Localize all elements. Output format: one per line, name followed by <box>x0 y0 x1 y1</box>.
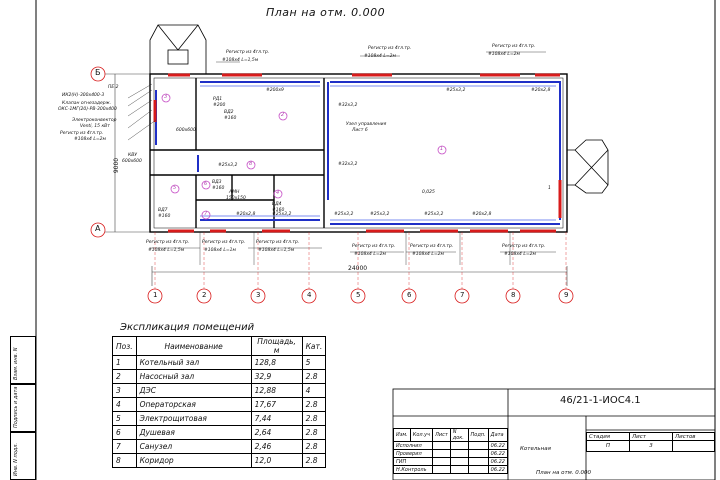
cell: 7,44 <box>251 412 302 426</box>
pipe-20: #20х2,8 <box>472 212 492 217</box>
col-area: Площадь, м <box>251 337 302 356</box>
stamp-rows <box>393 428 508 474</box>
stage-cell: Лист <box>630 433 673 441</box>
top-radiator-spec: #108х4 L=2м <box>364 54 396 59</box>
stage-header-row <box>587 433 715 441</box>
cell: Электрощитовая <box>136 412 251 426</box>
dimension-total: 24000 <box>348 265 368 272</box>
dimension-height: 9000 <box>113 157 121 174</box>
pipe-20: #20х2,8 <box>236 212 256 217</box>
control-unit-sheet: Лист 6 <box>352 128 368 133</box>
stage-cell: 3 <box>630 441 673 452</box>
note-pe: ПЕ 2 <box>108 85 119 90</box>
vd2-diameter: #160 <box>224 116 237 121</box>
grille-size: 600х600 <box>176 128 196 133</box>
object-name: Котельная <box>520 446 551 452</box>
vd2-label: ВД2 <box>224 110 234 115</box>
cell: 4 <box>302 384 326 398</box>
stage-value-row <box>587 441 715 452</box>
note-ik: ИК2(Н)-300х400-3 <box>62 93 105 98</box>
stamp-cell: 06.22 <box>488 442 507 450</box>
vd7-label: ВД7 <box>158 208 168 213</box>
stage-cell <box>673 441 715 452</box>
col-name: Наименование <box>136 337 251 356</box>
cell: 2.8 <box>302 398 326 412</box>
top-radiator-spec: #108х4 L=1,5м <box>222 58 259 63</box>
stamp-cell: Подп. <box>468 429 488 442</box>
top-radiator-spec: #108х4 L=2м <box>488 52 520 57</box>
stamp-cell: Проверил <box>394 450 433 458</box>
pipe-25: #25х3,2 <box>334 212 354 217</box>
cell: Санузел <box>136 440 251 454</box>
room-number: 2 <box>281 112 285 118</box>
cell: 128,8 <box>251 356 302 370</box>
stage-cell: П <box>587 441 630 452</box>
pipe-20: #20х2,8 <box>531 88 551 93</box>
pipe-25: #25х3,2 <box>218 163 238 168</box>
cell: 2,64 <box>251 426 302 440</box>
room-number: 8 <box>249 161 253 167</box>
cell: 2.8 <box>302 426 326 440</box>
bottom-radiator-note: Регистр из 4гл.тр. <box>146 240 190 245</box>
stamp-cell: 06.22 <box>488 450 507 458</box>
note-reg-left: Регистр из 4гл.тр. <box>60 131 104 136</box>
pipe-200: #200х9 <box>266 88 284 93</box>
cell: 6 <box>113 426 137 440</box>
table-row <box>113 454 326 468</box>
rd1-diameter: #200 <box>213 103 226 108</box>
cell: 5 <box>302 356 326 370</box>
cell: 17,67 <box>251 398 302 412</box>
pipe-25: #25х3,2 <box>424 212 444 217</box>
vd7-diameter: #160 <box>158 214 171 219</box>
bottom-radiator-note: Регистр из 4гл.тр. <box>502 244 546 249</box>
cell: 2,46 <box>251 440 302 454</box>
cell: Насосный зал <box>136 370 251 384</box>
cell: Коридор <box>136 454 251 468</box>
cell: Душевая <box>136 426 251 440</box>
note-valve: Клапан огнезадерж. <box>62 101 112 106</box>
pipe-32: #32х3,2 <box>338 103 358 108</box>
pipe-32: #32х3,2 <box>338 162 358 167</box>
bottom-radiator-spec: #108х4 L=1,5м <box>148 248 185 253</box>
stamp-cell: 06.22 <box>488 466 507 474</box>
stamp-cell: Кол.уч <box>410 429 432 442</box>
bottom-radiator-spec: #108х4 L=1м <box>204 248 236 253</box>
bottom-radiator-note: Регистр из 4гл.тр. <box>256 240 300 245</box>
note-fan-spec: Venti, 15 кВт <box>80 124 110 129</box>
plan-title: План на отм. 0.000 <box>266 6 386 19</box>
stamp-cell: N док. <box>450 429 468 442</box>
bottom-radiator-spec: #108х4 L=2м <box>354 252 386 257</box>
stamp-row <box>394 458 508 466</box>
room-number: 5 <box>173 185 177 191</box>
stamp-header-row <box>394 429 508 442</box>
table-header-row <box>113 337 326 356</box>
vd4-label: ВД4 <box>272 202 282 207</box>
side-label: Подпись и дата <box>13 386 19 428</box>
cell: 12,0 <box>251 454 302 468</box>
vd3-diameter: #160 <box>212 186 225 191</box>
room-number: 7 <box>204 211 208 217</box>
axis-number-3: 3 <box>256 291 261 299</box>
explication-table <box>112 336 326 468</box>
stamp-cell: Исполнил <box>394 442 433 450</box>
cell: 2.8 <box>302 370 326 384</box>
axis-number-9: 9 <box>564 291 569 299</box>
table-row <box>113 384 326 398</box>
bottom-radiator-note: Регистр из 4гл.тр. <box>202 240 246 245</box>
cell: Котельный зал <box>136 356 251 370</box>
col-cat: Кат. <box>302 337 326 356</box>
note-valve-spec: ОКС-1МГ(20)-РВ-300х400 <box>58 107 117 112</box>
stamp-row <box>394 466 508 474</box>
axis-letter-b: Б <box>95 68 101 77</box>
stamp-row <box>394 442 508 450</box>
axis-number-1: 1 <box>153 291 158 299</box>
table-row <box>113 426 326 440</box>
stamp-cell: Дата <box>488 429 507 442</box>
cell: 5 <box>113 412 137 426</box>
stage-cell: Стадия <box>587 433 630 441</box>
axis-number-8: 8 <box>511 291 516 299</box>
cell: 32,9 <box>251 370 302 384</box>
note-reg-left-spec: #108х4 L=2м <box>74 137 106 142</box>
amn-label: АМН <box>229 190 240 195</box>
bottom-radiator-note: Регистр из 4гл.тр. <box>410 244 454 249</box>
control-unit-label: Узел управления <box>346 122 387 127</box>
cell: 2.8 <box>302 454 326 468</box>
bottom-radiator-spec: #108х4 L=2м <box>412 252 444 257</box>
bottom-radiator-spec: #108х4 L=2м <box>504 252 536 257</box>
table-row <box>113 356 326 370</box>
top-radiator-note: Регистр из 4гл.тр. <box>492 44 536 49</box>
cell: 4 <box>113 398 137 412</box>
col-pos: Поз. <box>113 337 137 356</box>
vd4-diameter: #160 <box>272 208 285 213</box>
stamp-cell: Н.Контроль <box>394 466 433 474</box>
table-row <box>113 412 326 426</box>
room-number: 6 <box>204 181 208 187</box>
stamp-cell: ГИП <box>394 458 433 466</box>
cell: ДЭС <box>136 384 251 398</box>
cell: 3 <box>113 384 137 398</box>
top-radiator-note: Регистр из 4гл.тр. <box>368 46 412 51</box>
axis-letter-a: А <box>95 224 101 233</box>
vd3-label: ВД3 <box>212 180 222 185</box>
stamp-cell: Изм. <box>394 429 411 442</box>
slope-label: 0,025 <box>422 190 435 195</box>
room-number: 4 <box>276 190 280 196</box>
stage-table <box>586 432 715 452</box>
explication-title: Экспликация помещений <box>120 322 255 333</box>
room-number: 3 <box>164 94 168 100</box>
stamp-cell: Лист <box>433 429 451 442</box>
axis-number-2: 2 <box>202 291 207 299</box>
sheet-name: План на отм. 0.000 <box>536 470 592 476</box>
cell: 1 <box>113 356 137 370</box>
kvv-size: 600х600 <box>122 159 142 164</box>
axis-number-6: 6 <box>407 291 412 299</box>
table-row <box>113 370 326 384</box>
kvv-label: КВУ <box>128 153 138 158</box>
room-number: 1 <box>440 146 444 152</box>
top-radiator-note: Регистр из 4гл.тр. <box>226 50 270 55</box>
stage-cell: Листов <box>673 433 715 441</box>
note-fan: Электроконвектор <box>72 118 117 123</box>
stamp-row <box>394 450 508 458</box>
axis-number-5: 5 <box>356 291 361 299</box>
right-radiator-mark: 1 <box>548 186 551 191</box>
pipe-25: #25х3,2 <box>370 212 390 217</box>
axis-number-4: 4 <box>307 291 312 299</box>
cell: Операторская <box>136 398 251 412</box>
cell: 7 <box>113 440 137 454</box>
cell: 12,88 <box>251 384 302 398</box>
table-row <box>113 398 326 412</box>
cell: 2 <box>113 370 137 384</box>
side-label: Взам. инв. N <box>13 347 19 380</box>
stamp-cell: 06.22 <box>488 458 507 466</box>
table-row <box>113 440 326 454</box>
cell: 8 <box>113 454 137 468</box>
pipe-25: #25х3,2 <box>272 212 292 217</box>
bottom-radiator-spec: #108х4 L=1,5м <box>258 248 295 253</box>
side-label: Инв. N подл. <box>13 442 19 476</box>
bottom-radiator-note: Регистр из 4гл.тр. <box>352 244 396 249</box>
cell: 2.8 <box>302 440 326 454</box>
pipe-25: #25х3,2 <box>446 88 466 93</box>
amn-size: 150х150 <box>226 196 246 201</box>
document-code: 46/21-1-ИОС4.1 <box>560 395 641 406</box>
rd1-label: РД1 <box>213 97 223 102</box>
axis-number-7: 7 <box>460 291 465 299</box>
cell: 2.8 <box>302 412 326 426</box>
